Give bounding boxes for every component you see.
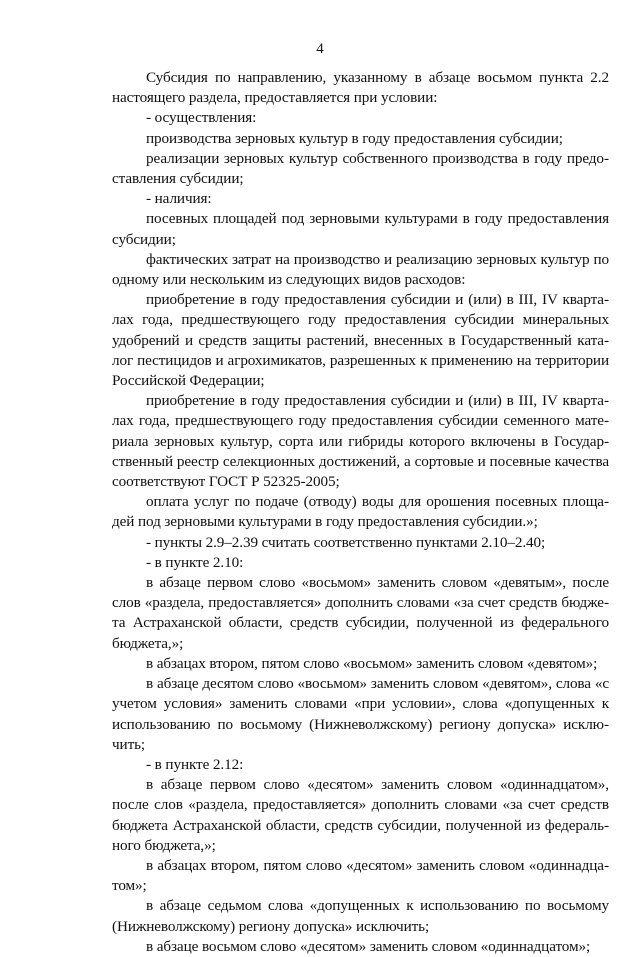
document-body — [112, 68, 609, 957]
paragraph: производства зерновых культур в году предоставления субсидии; — [146, 129, 563, 147]
paragraph: в абзаце восьмом слово «десятом» заменить словом «одиннадцатом»; — [146, 937, 591, 955]
paragraph: - в пункте 2.12: — [146, 755, 244, 773]
paragraph: в абзацах втором, пятом слово «восьмом» заменить словом «девятом»; — [146, 654, 598, 672]
paragraph: в абзаце первом слово «восьмом» заменить словом «девятым», после слов «раздела, предоставляется» дополнить словами «за счет средств бюджета Астраханской области, средств субсидии, полученной из федерального бюджета,»; — [112, 574, 609, 652]
paragraph: в абзаце десятом слово «восьмом» заменить словом «девятом», слова «с учетом условия» заменить словами «при условии», слова «допущенных к использованию по восьмому (Нижневолжскому) региону допуска» исключить; — [112, 675, 609, 753]
paragraph: реализации зерновых культур собственного производства в году предоставления субсидии; — [112, 149, 609, 188]
paragraph: - осуществления: — [146, 109, 257, 127]
paragraph: в абзаце седьмом слова «допущенных к использованию по восьмому (Нижневолжскому) региону допуска» исключить; — [112, 897, 609, 935]
paragraph: в абзацах втором, пятом слово «десятом» заменить словом «одиннадцатом»; — [112, 856, 609, 895]
paragraph: - пункты 2.9–2.39 считать соответственно пунктами 2.10–2.40; — [146, 533, 546, 551]
paragraph: - наличия: — [146, 190, 212, 208]
paragraph: Субсидия по направлению, указанному в абзаце восьмом пункта 2.2 настоящего раздела, предоставляется при условии: — [112, 69, 609, 107]
paragraph: - в пункте 2.10: — [146, 553, 244, 571]
page-number: 4 — [316, 41, 324, 57]
paragraph: в абзаце первом слово «десятом» заменить словом «одиннадцатом», после слов «раздела, предоставляется» дополнить словами «за счет средств бюджета Астраханской области, средств субсидии, полученной из федерального бюджета,»; — [112, 776, 609, 854]
paragraph: приобретение в году предоставления субсидии и (или) в III, IV кварталах года, предшествующего году предоставления субсидии семенного материала зерновых культур, сорта или гибриды которого включены в Государственный реестр селекционных достижений, а сортовые и посевные качества соответствуют ГОСТ Р 52325-2005; — [112, 392, 609, 491]
paragraph: оплата услуг по подаче (отводу) воды для орошения посевных площадей под зерновыми культурами в году предоставления субсидии.»; — [112, 493, 609, 531]
paragraph: приобретение в году предоставления субсидии и (или) в III, IV кварталах года, предшествующего году предоставления субсидии минеральных удобрений и средств защиты растений, внесенных в Государственный каталог пестицидов и агрохимикатов, разрешенных к применению на территории Российской Федерации; — [112, 291, 609, 390]
paragraph: фактических затрат на производство и реализацию зерновых культур по одному или нескольким из следующих видов расходов: — [112, 250, 609, 289]
paragraph: посевных площадей под зерновыми культурами в году предоставления субсидии; — [112, 210, 609, 248]
